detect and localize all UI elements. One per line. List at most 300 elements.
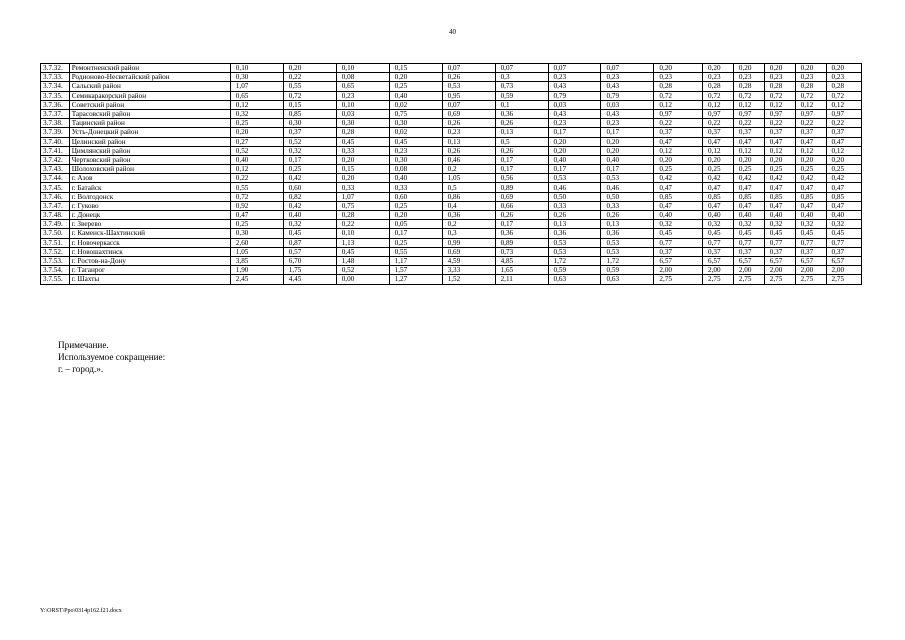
value-cell: 0,46 (442, 155, 495, 164)
row-name-cell: г. Донецк (69, 211, 230, 220)
value-cell: 0,25 (230, 119, 283, 128)
row-code-cell: 3.7.49. (41, 220, 70, 229)
value-cell: 0,36 (495, 229, 548, 238)
row-name-cell: Советский район (69, 100, 230, 109)
value-cell: 0,20 (548, 146, 601, 155)
row-code-cell: 3.7.54. (41, 266, 70, 275)
table-row (41, 128, 862, 137)
value-cell: 0,72 (230, 192, 283, 201)
value-cell: 0,63 (548, 275, 601, 284)
value-cell: 0,33 (336, 146, 389, 155)
value-cell: 0,47 (654, 183, 703, 192)
value-cell: 4,45 (283, 275, 336, 284)
row-name-cell: Семикаракорский район (69, 91, 230, 100)
table-row (41, 275, 862, 284)
value-cell: 0,53 (601, 174, 654, 183)
value-cell: 0,08 (336, 73, 389, 82)
value-cell: 0,22 (795, 119, 826, 128)
value-cell: 0,46 (548, 183, 601, 192)
value-cell: 0,86 (442, 192, 495, 201)
value-cell: 0,30 (336, 119, 389, 128)
value-cell: 0,26 (495, 146, 548, 155)
value-cell: 2,75 (702, 275, 733, 284)
table-row (41, 155, 862, 164)
value-cell: 0,55 (283, 82, 336, 91)
notes-block (58, 339, 165, 375)
value-cell: 0,32 (654, 220, 703, 229)
value-cell: 0,15 (336, 165, 389, 174)
value-cell: 0,40 (654, 211, 703, 220)
value-cell: 0,47 (654, 201, 703, 210)
value-cell: 0,5 (442, 183, 495, 192)
value-cell: 0,42 (826, 174, 861, 183)
note-heading: Примечание. (58, 340, 109, 350)
value-cell: 0,12 (230, 165, 283, 174)
value-cell: 0,45 (702, 229, 733, 238)
value-cell: 0,03 (336, 109, 389, 118)
value-cell: 0,47 (795, 183, 826, 192)
value-cell: 0,40 (702, 211, 733, 220)
value-cell: 0,60 (283, 183, 336, 192)
value-cell: 0,20 (654, 64, 703, 73)
row-name-cell: Родионово-Несветайский район (69, 73, 230, 82)
value-cell: 0,33 (548, 201, 601, 210)
value-cell: 0,23 (702, 73, 733, 82)
value-cell: 0,28 (733, 82, 764, 91)
value-cell: 0,85 (283, 109, 336, 118)
value-cell: 0,73 (495, 82, 548, 91)
value-cell: 0,20 (702, 155, 733, 164)
value-cell: 1,75 (283, 266, 336, 275)
value-cell: 0,17 (495, 155, 548, 164)
value-cell: 0,47 (702, 201, 733, 210)
value-cell: 0,37 (795, 128, 826, 137)
value-cell: 0,72 (654, 91, 703, 100)
value-cell: 1,27 (389, 275, 442, 284)
row-name-cell: Усть-Донецкий район (69, 128, 230, 137)
value-cell: 0,47 (733, 201, 764, 210)
value-cell: 0,25 (389, 238, 442, 247)
note-abbreviation-definition: г. – город.». (58, 364, 104, 374)
value-cell: 0,5 (495, 137, 548, 146)
value-cell: 0,69 (442, 109, 495, 118)
value-cell: 0,00 (336, 275, 389, 284)
row-name-cell: г. Батайск (69, 183, 230, 192)
value-cell: 0,23 (795, 73, 826, 82)
value-cell: 0,63 (601, 275, 654, 284)
value-cell: 6,70 (283, 256, 336, 265)
value-cell: 0,32 (764, 220, 795, 229)
row-code-cell: 3.7.36. (41, 100, 70, 109)
value-cell: 0,42 (733, 174, 764, 183)
value-cell: 0,75 (336, 201, 389, 210)
value-cell: 6,57 (764, 256, 795, 265)
value-cell: 0,25 (654, 165, 703, 174)
value-cell: 0,12 (826, 100, 861, 109)
value-cell: 0,23 (336, 91, 389, 100)
value-cell: 0,77 (702, 238, 733, 247)
table-row (41, 64, 862, 73)
value-cell: 0,17 (283, 155, 336, 164)
value-cell: 4,85 (495, 256, 548, 265)
value-cell: 0,30 (389, 119, 442, 128)
value-cell: 0,17 (601, 165, 654, 174)
value-cell: 0,36 (601, 229, 654, 238)
value-cell: 0,47 (733, 183, 764, 192)
value-cell: 1,90 (230, 266, 283, 275)
value-cell: 0,1 (495, 100, 548, 109)
value-cell: 0,20 (795, 155, 826, 164)
value-cell: 0,05 (389, 220, 442, 229)
value-cell: 0,22 (733, 119, 764, 128)
value-cell: 0,12 (230, 100, 283, 109)
value-cell: 0,37 (826, 247, 861, 256)
row-name-cell: г. Каменск-Шахтинский (69, 229, 230, 238)
value-cell: 0,32 (230, 109, 283, 118)
value-cell: 3,33 (442, 266, 495, 275)
value-cell: 0,37 (826, 128, 861, 137)
value-cell: 2,00 (826, 266, 861, 275)
table-row (41, 220, 862, 229)
value-cell: 0,20 (389, 73, 442, 82)
value-cell: 0,36 (442, 211, 495, 220)
value-cell: 0,72 (733, 91, 764, 100)
value-cell: 0,02 (389, 100, 442, 109)
value-cell: 0,15 (283, 100, 336, 109)
value-cell: 0,23 (389, 146, 442, 155)
value-cell: 0,25 (764, 165, 795, 174)
value-cell: 0,26 (442, 119, 495, 128)
value-cell: 0,30 (389, 155, 442, 164)
value-cell: 0,26 (495, 119, 548, 128)
value-cell: 0,12 (795, 100, 826, 109)
value-cell: 0,60 (389, 192, 442, 201)
row-name-cell: Тацинский район (69, 119, 230, 128)
value-cell: 2,00 (702, 266, 733, 275)
value-cell: 0,89 (495, 238, 548, 247)
value-cell: 0,17 (548, 128, 601, 137)
value-cell: 0,10 (336, 229, 389, 238)
table-row (41, 247, 862, 256)
value-cell: 0,25 (389, 201, 442, 210)
value-cell: 6,57 (733, 256, 764, 265)
value-cell: 0,28 (764, 82, 795, 91)
value-cell: 0,32 (702, 220, 733, 229)
row-code-cell: 3.7.34. (41, 82, 70, 91)
value-cell: 2,00 (733, 266, 764, 275)
value-cell: 0,40 (548, 155, 601, 164)
value-cell: 0,53 (601, 247, 654, 256)
value-cell: 0,20 (601, 137, 654, 146)
table-row (41, 137, 862, 146)
value-cell: 0,97 (654, 109, 703, 118)
value-cell: 0,12 (654, 100, 703, 109)
value-cell: 0,32 (795, 220, 826, 229)
value-cell: 0,23 (548, 73, 601, 82)
value-cell: 0,53 (548, 174, 601, 183)
value-cell: 0,47 (764, 183, 795, 192)
value-cell: 0,20 (389, 211, 442, 220)
value-cell: 0,42 (702, 174, 733, 183)
value-cell: 0,40 (389, 174, 442, 183)
value-cell: 0,20 (702, 64, 733, 73)
value-cell: 0,85 (654, 192, 703, 201)
value-cell: 0,17 (495, 220, 548, 229)
value-cell: 0,95 (442, 91, 495, 100)
value-cell: 0,20 (795, 64, 826, 73)
value-cell: 0,36 (495, 109, 548, 118)
value-cell: 0,20 (601, 146, 654, 155)
value-cell: 0,33 (389, 183, 442, 192)
value-cell: 0,3 (495, 73, 548, 82)
value-cell: 0,47 (826, 183, 861, 192)
value-cell: 0,32 (733, 220, 764, 229)
value-cell: 2,75 (733, 275, 764, 284)
value-cell: 0,42 (795, 174, 826, 183)
value-cell: 0,07 (548, 64, 601, 73)
table-row (41, 229, 862, 238)
row-code-cell: 3.7.35. (41, 91, 70, 100)
value-cell: 0,92 (230, 201, 283, 210)
value-cell: 0,47 (795, 201, 826, 210)
value-cell: 2,75 (764, 275, 795, 284)
value-cell: 0,26 (495, 211, 548, 220)
row-code-cell: 3.7.51. (41, 238, 70, 247)
note-abbreviation-label: Используемое сокращение: (58, 352, 166, 362)
value-cell: 0,45 (654, 229, 703, 238)
value-cell: 0,46 (601, 183, 654, 192)
value-cell: 0,23 (826, 73, 861, 82)
value-cell: 0,22 (654, 119, 703, 128)
value-cell: 2,60 (230, 238, 283, 247)
value-cell: 6,57 (654, 256, 703, 265)
value-cell: 0,72 (795, 91, 826, 100)
value-cell: 0,4 (442, 201, 495, 210)
row-name-cell: Чертковский район (69, 155, 230, 164)
value-cell: 0,20 (733, 155, 764, 164)
value-cell: 0,20 (733, 64, 764, 73)
value-cell: 0,20 (283, 64, 336, 73)
row-code-cell: 3.7.55. (41, 275, 70, 284)
value-cell: 0,26 (601, 211, 654, 220)
value-cell: 0,43 (548, 109, 601, 118)
value-cell: 0,36 (548, 229, 601, 238)
value-cell: 0,28 (336, 128, 389, 137)
value-cell: 0,12 (654, 146, 703, 155)
value-cell: 0,13 (601, 220, 654, 229)
value-cell: 0,2 (442, 165, 495, 174)
value-cell: 0,17 (495, 165, 548, 174)
value-cell: 0,28 (826, 82, 861, 91)
row-name-cell: г. Волгодонск (69, 192, 230, 201)
value-cell: 0,53 (548, 238, 601, 247)
table-row (41, 266, 862, 275)
value-cell: 0,26 (442, 73, 495, 82)
value-cell: 1,13 (336, 238, 389, 247)
value-cell: 0,97 (733, 109, 764, 118)
value-cell: 1,07 (336, 192, 389, 201)
value-cell: 0,69 (442, 247, 495, 256)
value-cell: 0,17 (389, 229, 442, 238)
value-cell: 0,40 (389, 91, 442, 100)
value-cell: 0,47 (764, 201, 795, 210)
value-cell: 0,56 (495, 174, 548, 183)
value-cell: 0,22 (283, 73, 336, 82)
value-cell: 0,59 (495, 91, 548, 100)
value-cell: 0,03 (601, 100, 654, 109)
value-cell: 0,45 (764, 229, 795, 238)
value-cell: 0,37 (733, 247, 764, 256)
value-cell: 1,05 (230, 247, 283, 256)
value-cell: 0,43 (601, 82, 654, 91)
value-cell: 0,12 (826, 146, 861, 155)
value-cell: 0,40 (230, 155, 283, 164)
value-cell: 0,02 (389, 128, 442, 137)
value-cell: 2,00 (654, 266, 703, 275)
value-cell: 0,37 (795, 247, 826, 256)
value-cell: 1,57 (389, 266, 442, 275)
value-cell: 0,22 (702, 119, 733, 128)
value-cell: 0,07 (601, 64, 654, 73)
value-cell: 0,59 (548, 266, 601, 275)
value-cell: 0,47 (230, 211, 283, 220)
data-table-container (40, 63, 862, 285)
value-cell: 0,26 (548, 211, 601, 220)
value-cell: 0,52 (336, 266, 389, 275)
value-cell: 0,23 (442, 128, 495, 137)
row-code-cell: 3.7.39. (41, 128, 70, 137)
value-cell: 0,12 (764, 100, 795, 109)
value-cell: 0,22 (230, 174, 283, 183)
value-cell: 3,85 (230, 256, 283, 265)
value-cell: 6,57 (795, 256, 826, 265)
value-cell: 0,37 (702, 247, 733, 256)
value-cell: 0,47 (702, 137, 733, 146)
value-cell: 0,20 (764, 64, 795, 73)
value-cell: 0,20 (336, 174, 389, 183)
table-row (41, 165, 862, 174)
row-name-cell: Тарасовский район (69, 109, 230, 118)
value-cell: 0,2 (442, 220, 495, 229)
value-cell: 0,97 (795, 109, 826, 118)
value-cell: 0,72 (764, 91, 795, 100)
value-cell: 2,45 (230, 275, 283, 284)
value-cell: 0,20 (826, 155, 861, 164)
value-cell: 0,57 (283, 247, 336, 256)
row-code-cell: 3.7.46. (41, 192, 70, 201)
value-cell: 1,72 (601, 256, 654, 265)
value-cell: 2,75 (795, 275, 826, 284)
row-code-cell: 3.7.44. (41, 174, 70, 183)
value-cell: 0,28 (336, 211, 389, 220)
value-cell: 0,45 (826, 229, 861, 238)
value-cell: 0,25 (733, 165, 764, 174)
value-cell: 0,47 (826, 137, 861, 146)
document-file-path: Y:\ORST\Ppo\0314p162.f21.docx (40, 608, 122, 614)
table-row (41, 211, 862, 220)
value-cell: 0,53 (601, 238, 654, 247)
value-cell: 0,45 (336, 247, 389, 256)
value-cell: 0,52 (283, 137, 336, 146)
value-cell: 0,43 (601, 109, 654, 118)
value-cell: 0,82 (283, 192, 336, 201)
value-cell: 0,42 (283, 201, 336, 210)
value-cell: 0,22 (336, 220, 389, 229)
value-cell: 0,17 (601, 128, 654, 137)
value-cell: 6,57 (702, 256, 733, 265)
value-cell: 0,97 (764, 109, 795, 118)
table-row (41, 256, 862, 265)
value-cell: 0,25 (826, 165, 861, 174)
value-cell: 0,37 (764, 128, 795, 137)
value-cell: 0,25 (702, 165, 733, 174)
value-cell: 0,40 (283, 211, 336, 220)
value-cell: 2,11 (495, 275, 548, 284)
value-cell: 0,77 (764, 238, 795, 247)
value-cell: 0,13 (548, 220, 601, 229)
value-cell: 0,97 (826, 109, 861, 118)
value-cell: 0,20 (336, 155, 389, 164)
value-cell: 0,89 (495, 183, 548, 192)
value-cell: 0,10 (230, 64, 283, 73)
value-cell: 1,05 (442, 174, 495, 183)
row-code-cell: 3.7.32. (41, 64, 70, 73)
value-cell: 0,45 (336, 137, 389, 146)
table-row (41, 201, 862, 210)
row-name-cell: г. Новошахтинск (69, 247, 230, 256)
row-name-cell: г. Гуково (69, 201, 230, 210)
value-cell: 0,47 (795, 137, 826, 146)
value-cell: 0,52 (230, 146, 283, 155)
value-cell: 0,66 (495, 201, 548, 210)
value-cell: 0,20 (764, 155, 795, 164)
row-name-cell: г. Азов (69, 174, 230, 183)
value-cell: 0,37 (283, 128, 336, 137)
row-code-cell: 3.7.50. (41, 229, 70, 238)
value-cell: 0,72 (826, 91, 861, 100)
value-cell: 0,72 (283, 91, 336, 100)
value-cell: 2,75 (654, 275, 703, 284)
value-cell: 0,30 (283, 119, 336, 128)
value-cell: 0,37 (764, 247, 795, 256)
table-row (41, 82, 862, 91)
value-cell: 0,53 (548, 247, 601, 256)
value-cell: 0,53 (442, 82, 495, 91)
value-cell: 0,33 (336, 183, 389, 192)
value-cell: 0,85 (733, 192, 764, 201)
value-cell: 0,23 (601, 119, 654, 128)
row-name-cell: Сальский район (69, 82, 230, 91)
value-cell: 0,07 (495, 64, 548, 73)
value-cell: 0,99 (442, 238, 495, 247)
value-cell: 0,59 (601, 266, 654, 275)
value-cell: 0,47 (733, 137, 764, 146)
value-cell: 0,37 (654, 128, 703, 137)
value-cell: 0,77 (733, 238, 764, 247)
row-code-cell: 3.7.48. (41, 211, 70, 220)
value-cell: 0,22 (764, 119, 795, 128)
row-code-cell: 3.7.45. (41, 183, 70, 192)
value-cell: 0,77 (826, 238, 861, 247)
value-cell: 4,59 (442, 256, 495, 265)
value-cell: 0,85 (702, 192, 733, 201)
page-number: 40 (449, 28, 456, 36)
value-cell: 1,07 (230, 82, 283, 91)
table-row (41, 174, 862, 183)
value-cell: 1,48 (336, 256, 389, 265)
value-cell: 0,37 (733, 128, 764, 137)
value-cell: 1,72 (548, 256, 601, 265)
